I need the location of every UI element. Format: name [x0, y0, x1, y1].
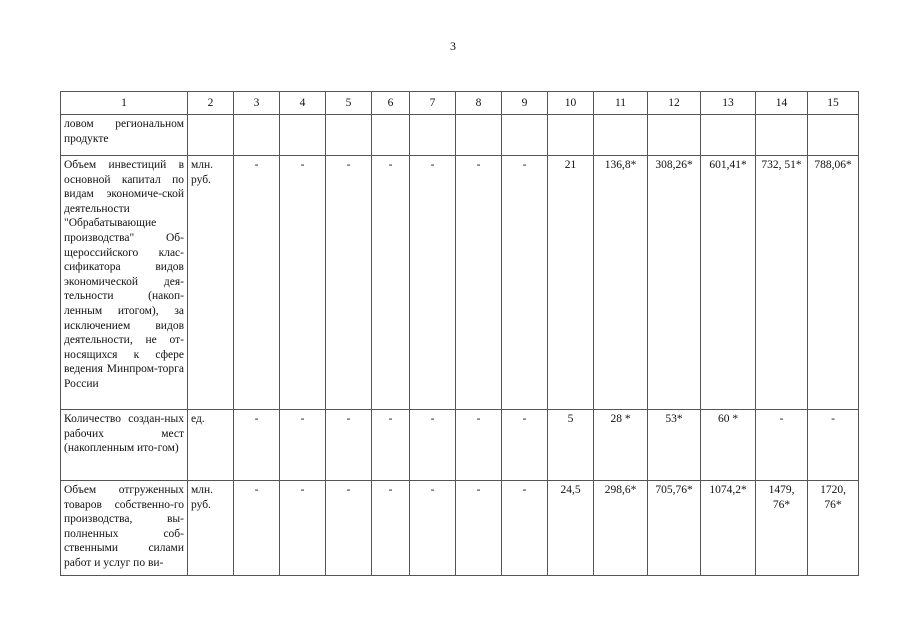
value-cell-col-4: - — [280, 481, 326, 576]
value-cell-col-7: - — [410, 481, 456, 576]
value-cell-col-3 — [234, 115, 280, 156]
value-cell-col-6: - — [372, 481, 410, 576]
value-cell-col-11: 28 * — [594, 410, 648, 481]
value-cell-col-4: - — [280, 156, 326, 410]
value-cell-col-12: 53* — [648, 410, 701, 481]
value-cell-col-9: - — [502, 481, 548, 576]
value-cell-col-15: 788,06* — [808, 156, 859, 410]
value-cell-col-4 — [280, 115, 326, 156]
value-cell-col-12 — [648, 115, 701, 156]
value-cell-col-6 — [372, 115, 410, 156]
table-row — [61, 115, 859, 156]
column-header-14: 14 — [756, 92, 808, 115]
unit-cell — [188, 115, 234, 156]
value-cell-col-8: - — [456, 156, 502, 410]
indicator-name: Объем инвестиций в основной капитал по видам экономиче-ской деятельности "Обрабатывающие производства" Об-щероссийского клас-сификатора видов экономической дея-тельности (накоп-ленным итогом), за исключением видов деятельности, не от-носящихся к сфере ведения Минпром-торга России — [61, 156, 188, 410]
value-cell-col-7 — [410, 115, 456, 156]
column-header-12: 12 — [648, 92, 701, 115]
value-cell-col-3: - — [234, 156, 280, 410]
value-cell-col-10: 5 — [548, 410, 594, 481]
column-header-11: 11 — [594, 92, 648, 115]
indicator-name: ловом региональном продукте — [61, 115, 188, 156]
column-header-8: 8 — [456, 92, 502, 115]
value-cell-col-6: - — [372, 156, 410, 410]
value-cell-col-6: - — [372, 410, 410, 481]
column-header-13: 13 — [701, 92, 756, 115]
unit-cell: ед. — [188, 410, 234, 481]
value-cell-col-4: - — [280, 410, 326, 481]
value-cell-col-14: - — [756, 410, 808, 481]
value-cell-col-14: 732, 51* — [756, 156, 808, 410]
value-cell-col-10: 24,5 — [548, 481, 594, 576]
column-header-1: 1 — [61, 92, 188, 115]
value-cell-col-14 — [756, 115, 808, 156]
value-cell-col-11 — [594, 115, 648, 156]
value-cell-col-8 — [456, 115, 502, 156]
value-cell-col-3: - — [234, 481, 280, 576]
indicators-table — [60, 91, 859, 576]
table-row — [61, 156, 859, 410]
table-row — [61, 481, 859, 576]
value-cell-col-5 — [326, 115, 372, 156]
value-cell-col-7: - — [410, 156, 456, 410]
value-cell-col-14: 1479, 76* — [756, 481, 808, 576]
unit-cell: млн. руб. — [188, 481, 234, 576]
value-cell-col-8: - — [456, 481, 502, 576]
value-cell-col-5: - — [326, 410, 372, 481]
value-cell-col-9 — [502, 115, 548, 156]
column-header-4: 4 — [280, 92, 326, 115]
value-cell-col-8: - — [456, 410, 502, 481]
value-cell-col-12: 308,26* — [648, 156, 701, 410]
value-cell-col-15 — [808, 115, 859, 156]
value-cell-col-10 — [548, 115, 594, 156]
value-cell-col-13: 601,41* — [701, 156, 756, 410]
column-header-10: 10 — [548, 92, 594, 115]
value-cell-col-15: - — [808, 410, 859, 481]
table-header-row — [61, 92, 859, 115]
value-cell-col-13: 60 * — [701, 410, 756, 481]
value-cell-col-11: 136,8* — [594, 156, 648, 410]
value-cell-col-5: - — [326, 156, 372, 410]
column-header-6: 6 — [372, 92, 410, 115]
column-header-5: 5 — [326, 92, 372, 115]
value-cell-col-7: - — [410, 410, 456, 481]
value-cell-col-15: 1720, 76* — [808, 481, 859, 576]
value-cell-col-3: - — [234, 410, 280, 481]
page-number: 3 — [450, 39, 456, 53]
column-header-7: 7 — [410, 92, 456, 115]
unit-cell: млн. руб. — [188, 156, 234, 410]
value-cell-col-5: - — [326, 481, 372, 576]
value-cell-col-13 — [701, 115, 756, 156]
value-cell-col-12: 705,76* — [648, 481, 701, 576]
indicator-name: Объем отгруженных товаров собственно-го производства, вы-полненных соб-ственными силами работ и услуг по ви- — [61, 481, 188, 576]
column-header-15: 15 — [808, 92, 859, 115]
indicator-name: Количество создан-ных рабочих мест (накопленным ито-гом) — [61, 410, 188, 481]
value-cell-col-10: 21 — [548, 156, 594, 410]
column-header-3: 3 — [234, 92, 280, 115]
column-header-2: 2 — [188, 92, 234, 115]
column-header-9: 9 — [502, 92, 548, 115]
value-cell-col-11: 298,6* — [594, 481, 648, 576]
value-cell-col-9: - — [502, 156, 548, 410]
table-row — [61, 410, 859, 481]
value-cell-col-13: 1074,2* — [701, 481, 756, 576]
value-cell-col-9: - — [502, 410, 548, 481]
